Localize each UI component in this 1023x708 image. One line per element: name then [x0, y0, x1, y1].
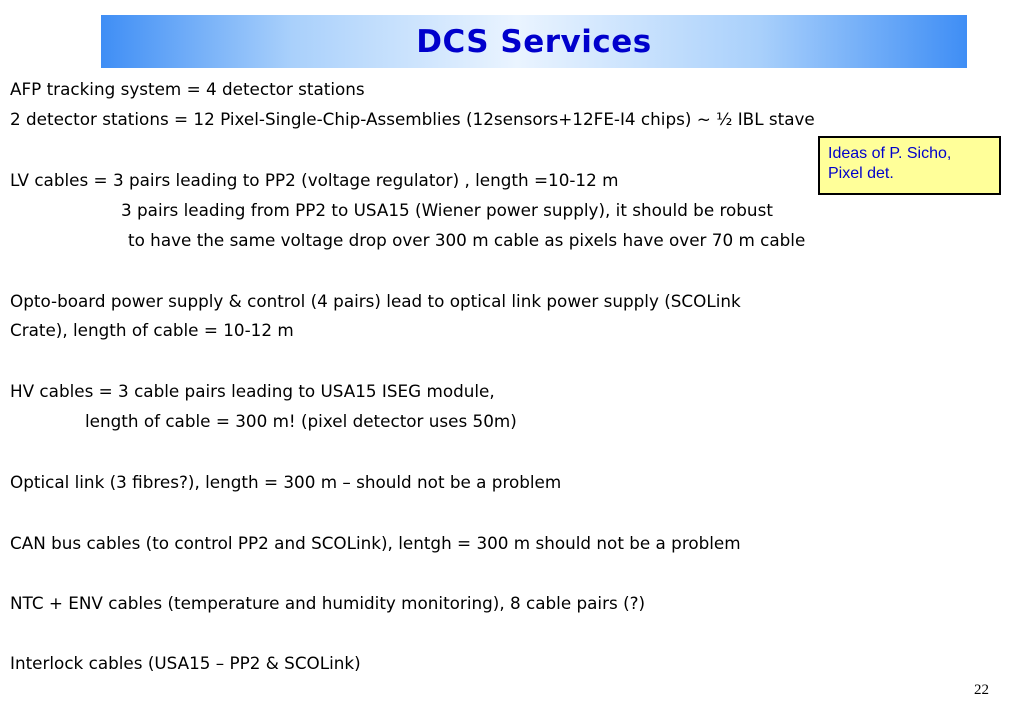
page-title: DCS Services: [416, 23, 652, 60]
note-line-2: Pixel det.: [828, 165, 894, 182]
text-line-hv-cables: HV cables = 3 cable pairs leading to USA15 ISEG module,: [10, 381, 495, 401]
text-line-lv-pp2-usa15: 3 pairs leading from PP2 to USA15 (Wiener power supply), it should be robust: [121, 200, 773, 220]
page-number: 22: [974, 682, 989, 698]
text-line-opto-length: Crate), length of cable = 10-12 m: [10, 320, 294, 340]
note-line-1: Ideas of P. Sicho,: [828, 145, 952, 162]
text-line-can-bus: CAN bus cables (to control PP2 and SCOLink), lentgh = 300 m should not be a problem: [10, 533, 741, 553]
text-line-afp-stations: AFP tracking system = 4 detector stations: [10, 79, 365, 99]
text-line-ntc-env: NTC + ENV cables (temperature and humidity monitoring), 8 cable pairs (?): [10, 593, 646, 613]
text-line-lv-voltage-drop: to have the same voltage drop over 300 m cable as pixels have over 70 m cable: [128, 230, 806, 250]
text-line-optical-link: Optical link (3 fibres?), length = 300 m – should not be a problem: [10, 472, 562, 492]
note-box: [818, 136, 1001, 195]
text-line-interlock: Interlock cables (USA15 – PP2 & SCOLink): [10, 653, 361, 673]
text-line-hv-length: length of cable = 300 m! (pixel detector uses 50m): [85, 411, 517, 431]
title-banner: [101, 15, 967, 68]
text-line-opto-board: Opto-board power supply & control (4 pairs) lead to optical link power supply (SCOLink: [10, 291, 741, 311]
text-line-lv-cables: LV cables = 3 pairs leading to PP2 (voltage regulator) , length =10-12 m: [10, 170, 619, 190]
text-line-detector-stations: 2 detector stations = 12 Pixel-Single-Chip-Assemblies (12sensors+12FE-I4 chips) ~ ½ IBL stave: [10, 109, 815, 129]
